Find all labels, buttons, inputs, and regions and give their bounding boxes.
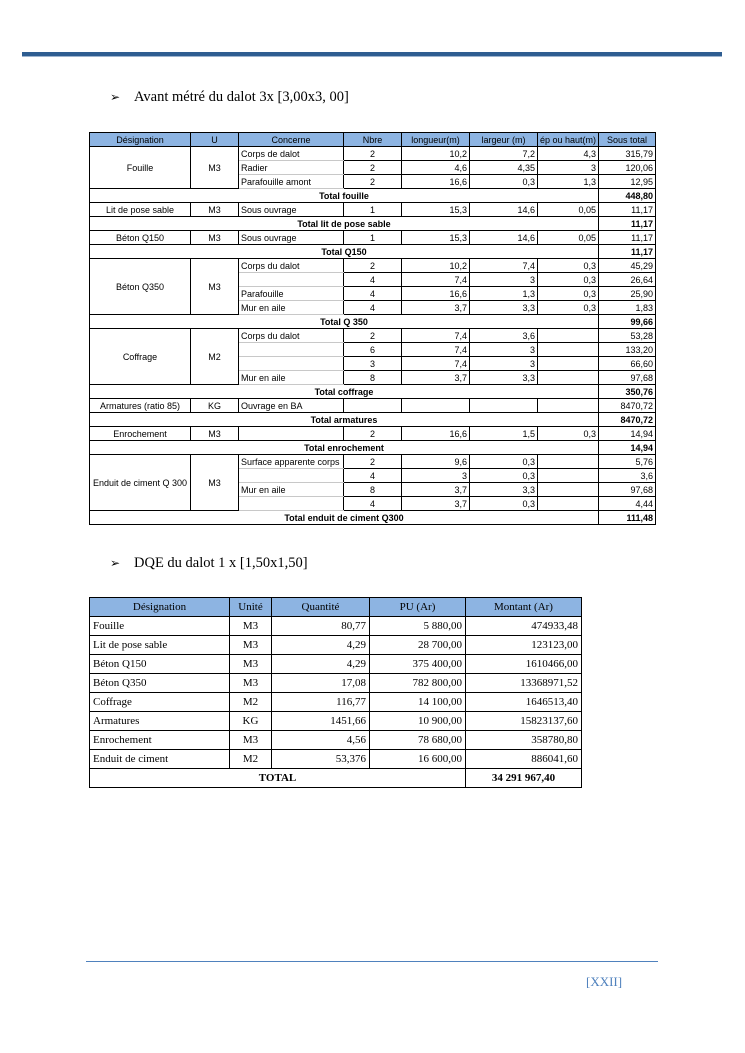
nbre-cell: 4 — [344, 287, 402, 301]
hauteur-cell: 3 — [538, 161, 599, 175]
col-header: Désignation — [90, 598, 230, 617]
sous-total-cell: 53,28 — [599, 329, 656, 343]
total-value: 8470,72 — [599, 413, 656, 427]
sous-total-cell: 3,6 — [599, 469, 656, 483]
total-row — [90, 217, 656, 231]
concerne-cell — [239, 427, 344, 441]
concerne-cell: Parafouille amont — [239, 175, 344, 189]
longueur-cell: 7,4 — [402, 357, 470, 371]
total-row — [90, 769, 582, 788]
hauteur-cell — [538, 455, 599, 469]
nbre-cell: 2 — [344, 455, 402, 469]
total-value: 448,80 — [599, 189, 656, 203]
total-row — [90, 385, 656, 399]
designation-cell: Enrochement — [90, 427, 191, 441]
bullet-arrow-icon: ➢ — [110, 90, 121, 104]
largeur-cell: 3,3 — [470, 483, 538, 497]
pu-cell: 78 680,00 — [370, 731, 466, 750]
largeur-cell: 0,3 — [470, 469, 538, 483]
table-row — [90, 731, 582, 750]
hauteur-cell: 0,3 — [538, 259, 599, 273]
largeur-cell: 3,6 — [470, 329, 538, 343]
largeur-cell: 14,6 — [470, 203, 538, 217]
longueur-cell: 3,7 — [402, 371, 470, 385]
table-row — [90, 712, 582, 731]
total-label: Total lit de pose sable — [90, 217, 599, 231]
unit-cell: M3 — [191, 427, 239, 441]
total-row — [90, 315, 656, 329]
montant-cell: 358780,80 — [466, 731, 582, 750]
concerne-cell: Mur en aile — [239, 301, 344, 315]
total-label: Total Q 350 — [90, 315, 599, 329]
unit-cell: M3 — [191, 231, 239, 245]
footer-rule — [86, 961, 658, 962]
montant-cell: 474933,48 — [466, 617, 582, 636]
table-row — [90, 427, 656, 441]
metre-header-row — [90, 133, 656, 147]
longueur-cell — [402, 399, 470, 413]
concerne-cell: Corps de dalot — [239, 147, 344, 161]
pu-cell: 375 400,00 — [370, 655, 466, 674]
sous-total-cell: 26,64 — [599, 273, 656, 287]
total-label: Total Q150 — [90, 245, 599, 259]
col-header: PU (Ar) — [370, 598, 466, 617]
unit-cell: M3 — [191, 455, 239, 511]
table-row — [90, 655, 582, 674]
concerne-cell — [239, 357, 344, 371]
pu-cell: 28 700,00 — [370, 636, 466, 655]
total-value: 14,94 — [599, 441, 656, 455]
total-value: 11,17 — [599, 217, 656, 231]
unit-cell: M3 — [191, 203, 239, 217]
total-value: 34 291 967,40 — [466, 769, 582, 788]
header-rule — [22, 52, 722, 56]
nbre-cell: 1 — [344, 231, 402, 245]
hauteur-cell — [538, 329, 599, 343]
montant-cell: 15823137,60 — [466, 712, 582, 731]
unit-cell: M3 — [191, 147, 239, 189]
longueur-cell: 3,7 — [402, 497, 470, 511]
largeur-cell: 3,3 — [470, 371, 538, 385]
largeur-cell: 7,2 — [470, 147, 538, 161]
quantite-cell: 4,29 — [272, 655, 370, 674]
longueur-cell: 16,6 — [402, 287, 470, 301]
nbre-cell: 4 — [344, 469, 402, 483]
montant-cell: 1610466,00 — [466, 655, 582, 674]
longueur-cell: 16,6 — [402, 427, 470, 441]
longueur-cell: 7,4 — [402, 329, 470, 343]
sous-total-cell: 315,79 — [599, 147, 656, 161]
hauteur-cell: 4,3 — [538, 147, 599, 161]
table-row — [90, 693, 582, 712]
designation-cell: Fouille — [90, 617, 230, 636]
sous-total-cell: 11,17 — [599, 231, 656, 245]
unit-cell: M3 — [230, 617, 272, 636]
designation-cell: Béton Q350 — [90, 259, 191, 315]
nbre-cell: 2 — [344, 329, 402, 343]
sous-total-cell: 11,17 — [599, 203, 656, 217]
designation-cell: Lit de pose sable — [90, 203, 191, 217]
largeur-cell: 1,5 — [470, 427, 538, 441]
nbre-cell: 2 — [344, 259, 402, 273]
unit-cell: M2 — [230, 750, 272, 769]
unit-cell: M3 — [230, 655, 272, 674]
designation-cell: Fouille — [90, 147, 191, 189]
pu-cell: 16 600,00 — [370, 750, 466, 769]
table-row — [90, 329, 656, 343]
designation-cell: Armatures (ratio 85) — [90, 399, 191, 413]
total-value: 350,76 — [599, 385, 656, 399]
bullet-arrow-icon: ➢ — [110, 556, 121, 570]
total-label: Total enduit de ciment Q300 — [90, 511, 599, 525]
sous-total-cell: 97,68 — [599, 483, 656, 497]
dqe-table — [89, 597, 582, 788]
designation-cell: Enduit de ciment Q 300 — [90, 455, 191, 511]
concerne-cell — [239, 343, 344, 357]
col-header: Sous total — [599, 133, 656, 147]
sous-total-cell: 66,60 — [599, 357, 656, 371]
table-row — [90, 636, 582, 655]
sous-total-cell: 133,20 — [599, 343, 656, 357]
largeur-cell: 4,35 — [470, 161, 538, 175]
col-header: Nbre — [344, 133, 402, 147]
designation-cell: Coffrage — [90, 693, 230, 712]
total-label: Total fouille — [90, 189, 599, 203]
total-label: Total enrochement — [90, 441, 599, 455]
hauteur-cell: 0,05 — [538, 231, 599, 245]
largeur-cell: 7,4 — [470, 259, 538, 273]
pu-cell: 14 100,00 — [370, 693, 466, 712]
longueur-cell: 15,3 — [402, 203, 470, 217]
largeur-cell: 3 — [470, 343, 538, 357]
longueur-cell: 7,4 — [402, 273, 470, 287]
concerne-cell: Corps du dalot — [239, 259, 344, 273]
table-row — [90, 617, 582, 636]
largeur-cell: 14,6 — [470, 231, 538, 245]
col-header: longueur(m) — [402, 133, 470, 147]
col-header: Unité — [230, 598, 272, 617]
hauteur-cell — [538, 497, 599, 511]
concerne-cell: Corps du dalot — [239, 329, 344, 343]
total-value: 111,48 — [599, 511, 656, 525]
concerne-cell — [239, 497, 344, 511]
hauteur-cell: 0,3 — [538, 273, 599, 287]
table-row — [90, 203, 656, 217]
total-value: 11,17 — [599, 245, 656, 259]
designation-cell: Armatures — [90, 712, 230, 731]
designation-cell: Coffrage — [90, 329, 191, 385]
hauteur-cell: 0,3 — [538, 287, 599, 301]
dqe-header-row — [90, 598, 582, 617]
nbre-cell: 3 — [344, 357, 402, 371]
concerne-cell: Sous ouvrage — [239, 203, 344, 217]
nbre-cell — [344, 399, 402, 413]
total-label: TOTAL — [90, 769, 466, 788]
concerne-cell: Parafouille — [239, 287, 344, 301]
pu-cell: 10 900,00 — [370, 712, 466, 731]
sous-total-cell: 12,95 — [599, 175, 656, 189]
nbre-cell: 4 — [344, 301, 402, 315]
total-label: Total coffrage — [90, 385, 599, 399]
quantite-cell: 116,77 — [272, 693, 370, 712]
nbre-cell: 4 — [344, 273, 402, 287]
table-row — [90, 231, 656, 245]
longueur-cell: 7,4 — [402, 343, 470, 357]
unit-cell: M2 — [230, 693, 272, 712]
nbre-cell: 1 — [344, 203, 402, 217]
nbre-cell: 8 — [344, 371, 402, 385]
concerne-cell: Sous ouvrage — [239, 231, 344, 245]
concerne-cell: Ouvrage en BA — [239, 399, 344, 413]
nbre-cell: 2 — [344, 147, 402, 161]
montant-cell: 886041,60 — [466, 750, 582, 769]
hauteur-cell — [538, 357, 599, 371]
hauteur-cell — [538, 469, 599, 483]
nbre-cell: 4 — [344, 497, 402, 511]
hauteur-cell: 0,05 — [538, 203, 599, 217]
largeur-cell: 0,3 — [470, 455, 538, 469]
table-row — [90, 674, 582, 693]
total-row — [90, 413, 656, 427]
col-header: Désignation — [90, 133, 191, 147]
quantite-cell: 1451,66 — [272, 712, 370, 731]
largeur-cell: 0,3 — [470, 175, 538, 189]
longueur-cell: 3,7 — [402, 301, 470, 315]
col-header: Concerne — [239, 133, 344, 147]
section-heading-dqe — [110, 555, 308, 572]
col-header: largeur (m) — [470, 133, 538, 147]
largeur-cell: 3,3 — [470, 301, 538, 315]
longueur-cell: 4,6 — [402, 161, 470, 175]
hauteur-cell — [538, 483, 599, 497]
total-row — [90, 245, 656, 259]
largeur-cell — [470, 399, 538, 413]
sous-total-cell: 14,94 — [599, 427, 656, 441]
quantite-cell: 17,08 — [272, 674, 370, 693]
table-row — [90, 259, 656, 273]
designation-cell: Béton Q150 — [90, 655, 230, 674]
concerne-cell — [239, 469, 344, 483]
heading-text: DQE du dalot 1 x [1,50x1,50] — [134, 555, 308, 571]
sous-total-cell: 45,29 — [599, 259, 656, 273]
pu-cell: 5 880,00 — [370, 617, 466, 636]
unit-cell: KG — [230, 712, 272, 731]
designation-cell: Béton Q350 — [90, 674, 230, 693]
largeur-cell: 1,3 — [470, 287, 538, 301]
quantite-cell: 4,56 — [272, 731, 370, 750]
hauteur-cell — [538, 371, 599, 385]
designation-cell: Enduit de ciment — [90, 750, 230, 769]
total-value: 99,66 — [599, 315, 656, 329]
concerne-cell: Mur en aile — [239, 371, 344, 385]
montant-cell: 123123,00 — [466, 636, 582, 655]
col-header: Quantité — [272, 598, 370, 617]
page-number: [XXII] — [586, 974, 623, 989]
table-row — [90, 399, 656, 413]
col-header: ép ou haut(m) — [538, 133, 599, 147]
longueur-cell: 10,2 — [402, 259, 470, 273]
hauteur-cell: 0,3 — [538, 427, 599, 441]
concerne-cell: Mur en aile — [239, 483, 344, 497]
col-header: U — [191, 133, 239, 147]
unit-cell: KG — [191, 399, 239, 413]
hauteur-cell: 1,3 — [538, 175, 599, 189]
quantite-cell: 80,77 — [272, 617, 370, 636]
quantite-cell: 4,29 — [272, 636, 370, 655]
hauteur-cell — [538, 399, 599, 413]
concerne-cell: Radier — [239, 161, 344, 175]
unit-cell: M3 — [191, 259, 239, 315]
sous-total-cell: 25,90 — [599, 287, 656, 301]
longueur-cell: 10,2 — [402, 147, 470, 161]
heading-text: Avant métré du dalot 3x [3,00x3, 00] — [134, 89, 349, 105]
total-label: Total armatures — [90, 413, 599, 427]
total-row — [90, 511, 656, 525]
total-row — [90, 441, 656, 455]
table-row — [90, 750, 582, 769]
nbre-cell: 6 — [344, 343, 402, 357]
concerne-cell: Surface apparente corps — [239, 455, 344, 469]
designation-cell: Enrochement — [90, 731, 230, 750]
sous-total-cell: 120,06 — [599, 161, 656, 175]
designation-cell: Béton Q150 — [90, 231, 191, 245]
designation-cell: Lit de pose sable — [90, 636, 230, 655]
total-row — [90, 189, 656, 203]
nbre-cell: 2 — [344, 161, 402, 175]
sous-total-cell: 8470,72 — [599, 399, 656, 413]
nbre-cell: 8 — [344, 483, 402, 497]
sous-total-cell: 4,44 — [599, 497, 656, 511]
col-header: Montant (Ar) — [466, 598, 582, 617]
longueur-cell: 16,6 — [402, 175, 470, 189]
longueur-cell: 9,6 — [402, 455, 470, 469]
nbre-cell: 2 — [344, 175, 402, 189]
longueur-cell: 3 — [402, 469, 470, 483]
unit-cell: M2 — [191, 329, 239, 385]
unit-cell: M3 — [230, 636, 272, 655]
table-row — [90, 147, 656, 161]
concerne-cell — [239, 273, 344, 287]
pu-cell: 782 800,00 — [370, 674, 466, 693]
largeur-cell: 3 — [470, 357, 538, 371]
unit-cell: M3 — [230, 731, 272, 750]
hauteur-cell: 0,3 — [538, 301, 599, 315]
largeur-cell: 0,3 — [470, 497, 538, 511]
sous-total-cell: 97,68 — [599, 371, 656, 385]
hauteur-cell — [538, 343, 599, 357]
table-row — [90, 455, 656, 469]
montant-cell: 13368971,52 — [466, 674, 582, 693]
longueur-cell: 3,7 — [402, 483, 470, 497]
longueur-cell: 15,3 — [402, 231, 470, 245]
section-heading-metre — [110, 89, 349, 106]
nbre-cell: 2 — [344, 427, 402, 441]
sous-total-cell: 5,76 — [599, 455, 656, 469]
unit-cell: M3 — [230, 674, 272, 693]
montant-cell: 1646513,40 — [466, 693, 582, 712]
metre-table — [89, 132, 656, 525]
sous-total-cell: 1,83 — [599, 301, 656, 315]
quantite-cell: 53,376 — [272, 750, 370, 769]
largeur-cell: 3 — [470, 273, 538, 287]
